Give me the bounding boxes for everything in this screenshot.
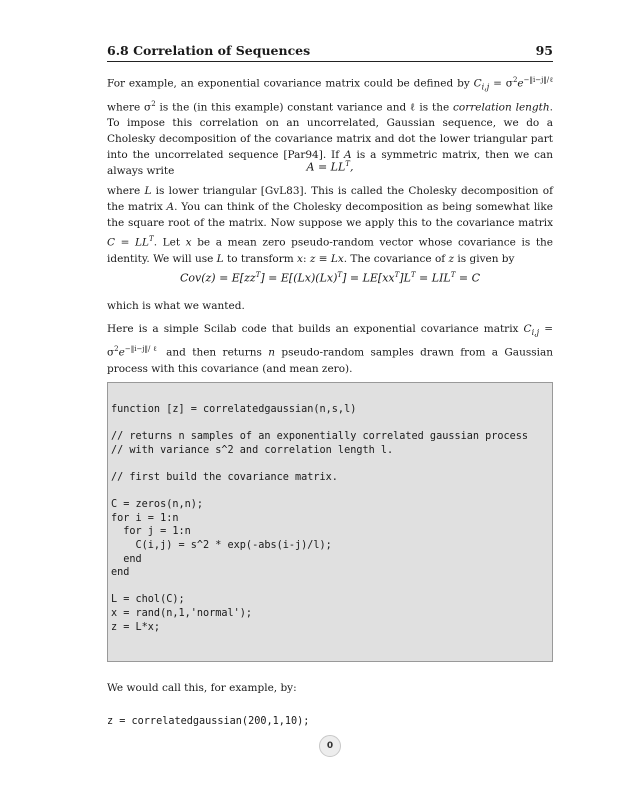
code-line [111, 485, 552, 499]
paragraph-1: For example, an exponential covariance matrix could be defined by $C_{i,j} = \sigma^2e^{-‖i-j‖/\ell}$ where $\sigma^2$ is the (in this example) constant variance and ℓ is the correlation length. To impose this correlation on an uncorrelated, Gaussian sequence, we do a Cholesky decomposition of the covariance matrix and dot the lower triangular part into the uncorrelated sequence [Par94]. If A is a symmetric matrix, then we can always write [107, 76, 553, 178]
code-line: end [111, 567, 130, 579]
equation-cholesky: $A = LL^T$, [306, 160, 354, 174]
running-header [107, 40, 553, 62]
code-line [111, 457, 552, 471]
equation-covariance: $Cov(z) = E[zz^T] = E[(Lx)(Lx)^T] = LE[xx^T]L^T = LIL^T = C$ [179, 271, 481, 285]
paragraph-2: where L is lower triangular [GvL83]. This is called the Cholesky decomposition of the matrix A. You can think of the Cholesky decomposition as being somewhat like the square root of the matrix. Now suppose we apply this to the covariance matrix $C = LL^T$. Let x be a mean zero pseudo-random vector whose covariance is the identity. We will use L to transform x: z ≡ Lx. The covariance of z is given by [107, 185, 554, 265]
code-line: // with variance s^2 and correlation length l. [111, 444, 394, 456]
paragraph-5: We would call this, for example, by: [107, 682, 297, 694]
code-line: z = L*x; [111, 621, 161, 633]
code-line: end [111, 553, 142, 565]
section-title: 6.8 Correlation of Sequences [107, 43, 311, 58]
paragraph-3: which is what we wanted. [107, 300, 245, 312]
code-line: C(i,j) = s^2 * exp(-abs(i-j)/l); [111, 539, 332, 551]
code-line [111, 580, 552, 594]
code-line: for i = 1:n [111, 512, 179, 524]
code-line: // returns n samples of an exponentially correlated gaussian process [111, 431, 529, 443]
code-line: function [z] = correlatedgaussian(n,s,l) [111, 404, 357, 415]
code-line: x = rand(n,1,'normal'); [111, 607, 253, 619]
code-line [111, 417, 552, 431]
code-listing [107, 382, 553, 662]
call-example-code: z = correlatedgaussian(200,1,10); [107, 716, 310, 727]
code-line: L = chol(C); [111, 594, 185, 606]
page-number: 95 [535, 43, 553, 58]
paragraph-4: Here is a simple Scilab code that builds an exponential covariance matrix $C_{i,j} = \sigma^2e^{-‖i-j‖/\ell}$ and then returns n pseudo-random samples drawn from a Gaussian process with this covariance (and mean zero). [107, 323, 553, 375]
code-line: for j = 1:n [111, 526, 191, 538]
page-badge: 0 [319, 735, 341, 757]
code-line: C = zeros(n,n); [111, 499, 204, 511]
code-line: // first build the covariance matrix. [111, 471, 338, 483]
code-block [111, 403, 552, 634]
